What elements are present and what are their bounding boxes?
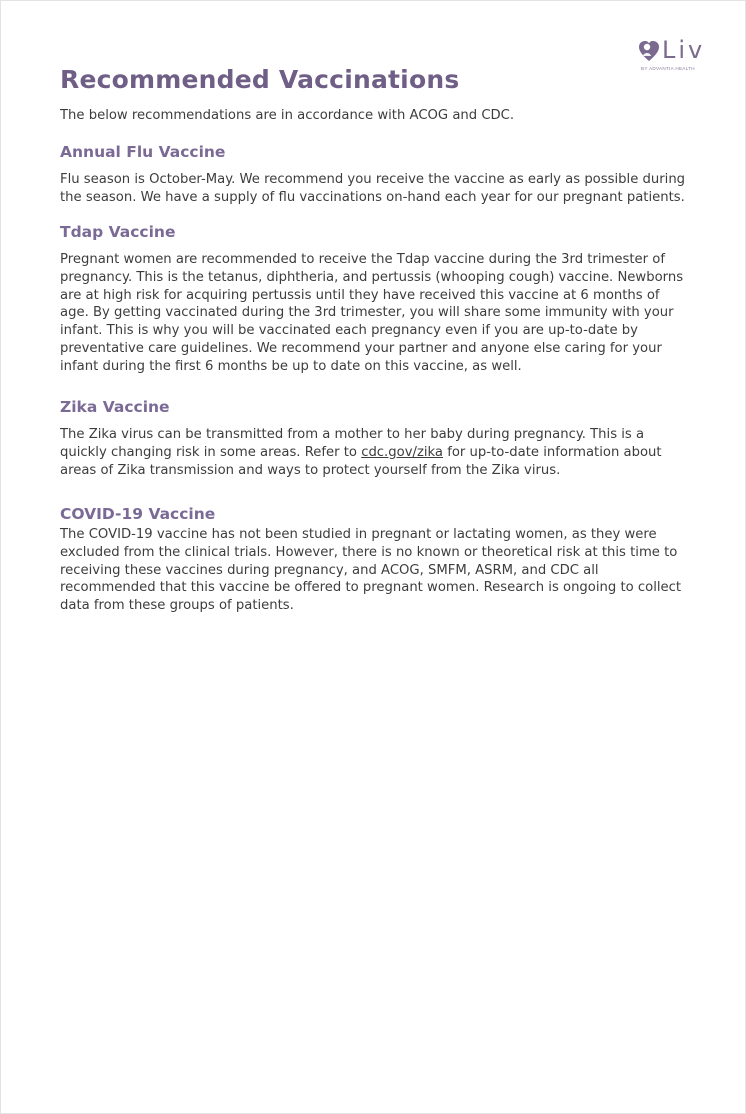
zika-text-before-link: The Zika virus can be transmitted from a mother to her baby during pregnancy. This is a quickly changing risk in some areas. Refer to (60, 427, 645, 460)
section-covid (60, 503, 692, 615)
main-content (60, 61, 692, 614)
section-flu (60, 141, 692, 207)
zika-text-after-link: for up-to-date information about areas of Zika transmission and ways to protect yourself from the Zika virus. (60, 444, 662, 478)
section-body: The COVID-19 vaccine has not been studied in pregnant or lactating women, as they were excluded from the clinical trials. However, there is no known or theoretical risk at this time to receiving these vaccines during pregnancy, and ACOG, SMFM, ASRM, and CDC all recommended that this vaccine be offered to pregnant women. Research is ongoing to collect data from these groups of patients. (60, 527, 682, 614)
section-zika (60, 396, 692, 479)
section-heading: Tdap Vaccine (60, 223, 176, 241)
intro-text: The below recommendations are in accordance with ACOG and CDC. (60, 108, 515, 123)
logo-wordmark: Liv (662, 36, 706, 64)
heart-person-icon (638, 39, 660, 63)
logo-tagline: BY ADVANTIA HEALTH (641, 66, 695, 71)
section-heading: COVID-19 Vaccine (60, 505, 216, 523)
section-body: Pregnant women are recommended to receive the Tdap vaccine during the 3rd trimester of pregnancy. This is the tetanus, diphtheria, and pertussis (whooping cough) vaccine. Newborns are at high risk for acquiring pertussis until they have received this vaccine at 6 months of age. By getting vaccinated during the 3rd trimester, you will share some immunity with your infant. This is why you will be vaccinated each pregnancy even if you are up-to-date by preventative care guidelines. We recommend your partner and anyone else caring for your infant during the first 6 months be up to date on this vaccine, as well. (60, 252, 684, 374)
section-heading: Zika Vaccine (60, 398, 170, 416)
cdc-zika-link[interactable]: cdc.gov/zika (361, 444, 444, 460)
section-body (60, 426, 692, 479)
section-heading: Annual Flu Vaccine (60, 143, 226, 161)
section-body: Flu season is October-May. We recommend you receive the vaccine as early as possible during the season. We have a supply of flu vaccinations on-hand each year for our pregnant patients. (60, 172, 686, 205)
section-tdap (60, 221, 692, 376)
page-title: Recommended Vaccinations (60, 65, 460, 94)
